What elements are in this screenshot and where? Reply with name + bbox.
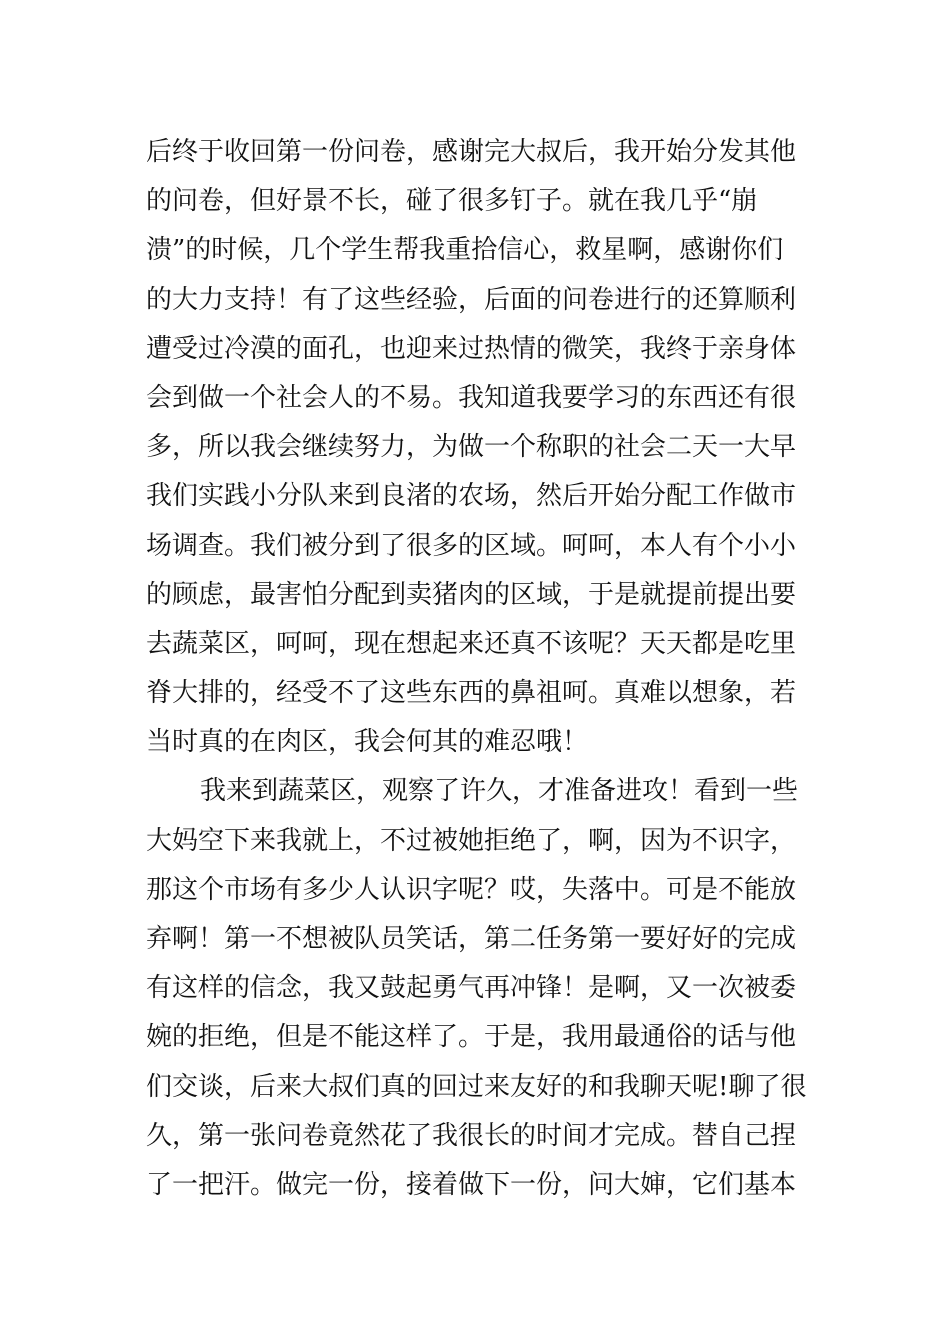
text-line: 有这样的信念，我又鼓起勇气再冲锋！是啊，又一次被委 (146, 973, 797, 1004)
text-line: 去蔬菜区，呵呵，现在想起来还真不该呢？天天都是吃里 (146, 628, 797, 659)
text-line: 们交谈，后来大叔们真的回过来友好的和我聊天呢!聊了很 (146, 1071, 807, 1102)
text-line: 的问卷，但好景不长，碰了很多钉子。就在我几乎“崩 (146, 186, 758, 217)
text-line: 了一把汗。做完一份，接着做下一份，问大婶，它们基本 (146, 1169, 797, 1200)
text-line: 的顾虑，最害怕分配到卖猪肉的区域，于是就提前提出要 (146, 579, 797, 610)
text-line: 我们实践小分队来到良渚的农场，然后开始分配工作做市 (146, 481, 797, 512)
paragraph-start-line: 我来到蔬菜区，观察了许久，才准备进攻！看到一些 (200, 776, 799, 807)
text-line: 多，所以我会继续努力，为做一个称职的社会二天一大早 (146, 432, 797, 463)
text-line: 久，第一张问卷竟然花了我很长的时间才完成。替自己捏 (146, 1120, 797, 1151)
text-line: 场调查。我们被分到了很多的区域。呵呵，本人有个小小 (146, 530, 797, 561)
text-line: 溃”的时候，几个学生帮我重拾信心，救星啊，感谢你们 (146, 235, 784, 266)
text-line: 当时真的在肉区，我会何其的难忍哦！ (146, 727, 589, 758)
text-line: 遭受过冷漠的面孔，也迎来过热情的微笑，我终于亲身体 (146, 333, 797, 364)
text-line: 会到做一个社会人的不易。我知道我要学习的东西还有很 (146, 382, 797, 413)
text-line: 婉的拒绝，但是不能这样了。于是，我用最通俗的话与他 (146, 1022, 797, 1053)
body-text (146, 128, 816, 1210)
text-line: 弃啊！第一不想被队员笑话，第二任务第一要好好的完成 (146, 924, 797, 954)
text-line: 那这个市场有多少人认识字呢？哎，失落中。可是不能放 (146, 874, 797, 905)
text-line: 脊大排的，经受不了这些东西的鼻祖呵。真难以想象，若 (146, 678, 797, 709)
text-line: 后终于收回第一份问卷，感谢完大叔后，我开始分发其他 (146, 137, 797, 167)
text-line: 大妈空下来我就上，不过被她拒绝了，啊，因为不识字， (146, 825, 797, 856)
text-line: 的大力支持！有了这些经验，后面的问卷进行的还算顺利 (146, 284, 797, 315)
